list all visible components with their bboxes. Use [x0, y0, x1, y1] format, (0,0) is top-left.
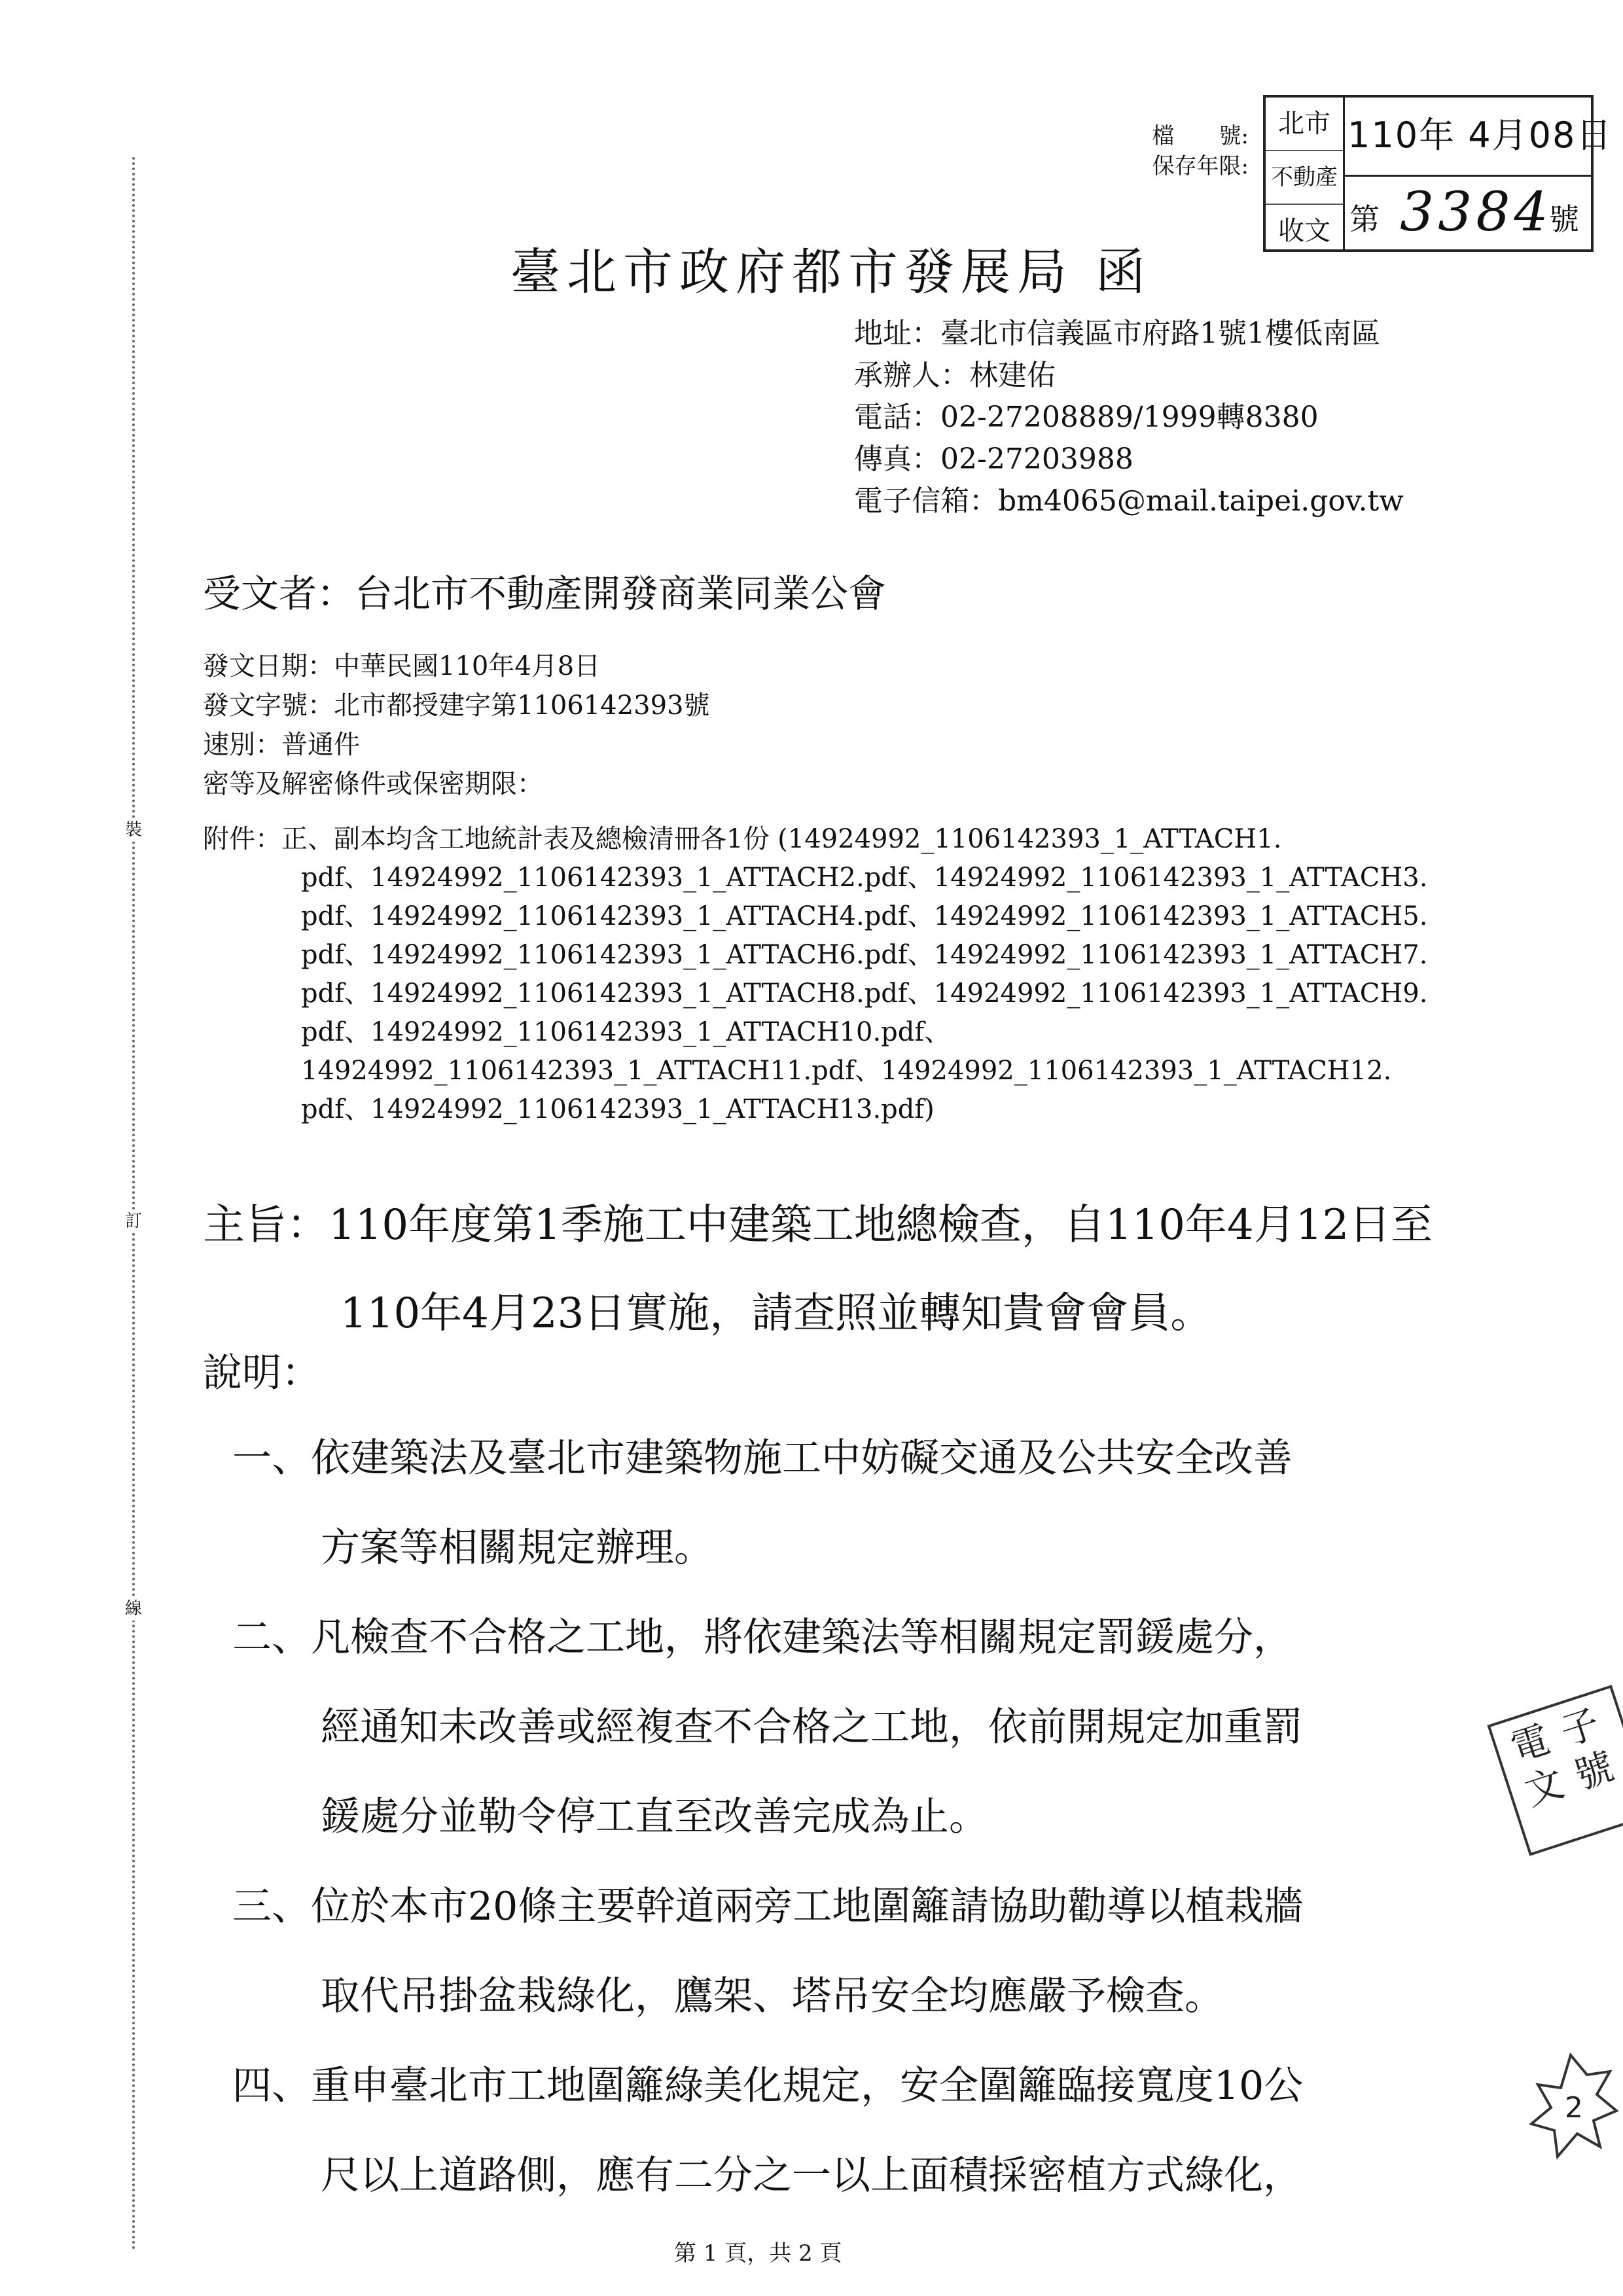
electronic-document-seal: [1487, 1685, 1623, 1856]
attachments-block: [203, 820, 1427, 1129]
recipient: 受文者：台北市不動產開發商業同業公會: [203, 571, 887, 616]
file-number-label: 檔 號:: [1152, 123, 1249, 149]
attachment-line: 附件：正、副本均含工地統計表及總檢清冊各1份 (14924992_1106142393_1_ATTACH1.: [203, 824, 1282, 854]
contact-phone: 電話：02-27208889/1999轉8380: [854, 401, 1319, 434]
seal-char: 文: [1519, 1760, 1570, 1814]
page-footer: 第 1 頁，共 2 頁: [674, 2240, 842, 2267]
explanation-item-3: 三、位於本市20條主要幹道兩旁工地圍籬請協助勸導以植栽牆: [232, 1884, 1304, 1929]
explanation-heading: 說明：: [203, 1350, 321, 1396]
explanation-item-3-cont: 取代吊掛盆栽綠化，鷹架、塔吊安全均應嚴予檢查。: [321, 1973, 1224, 2019]
explanation-item-2: 二、凡檢查不合格之工地，將依建築法等相關規定罰鍰處分，: [232, 1615, 1293, 1660]
binding-mark-top: 裝: [122, 818, 145, 842]
contact-address: 地址：臺北市信義區市府路1號1樓低南區: [854, 317, 1380, 350]
subject-block: [203, 1181, 1433, 1358]
receipt-stamp: [1263, 95, 1613, 252]
stamp-date: 110年 4月08日: [1347, 115, 1613, 156]
page-mark-number: 2: [1565, 2091, 1583, 2125]
attachment-line: 14924992_1106142393_1_ATTACH11.pdf、14924992_1106142393_1_ATTACH12.: [301, 1056, 1392, 1086]
explanation-item-1: 一、依建築法及臺北市建築物施工中妨礙交通及公共安全改善: [232, 1435, 1293, 1481]
explanation-item-2-cont: 鍰處分並勒令停工直至改善完成為止。: [321, 1794, 988, 1840]
issue-date: 發文日期：中華民國110年4月8日: [203, 651, 601, 681]
contact-block: [854, 313, 1404, 522]
attachment-line: pdf、14924992_1106142393_1_ATTACH13.pdf): [301, 1094, 935, 1124]
contact-email: 電子信箱：bm4065@mail.taipei.gov.tw: [854, 484, 1404, 518]
document-title: 臺北市政府都市發展局 函: [510, 243, 1152, 301]
contact-fax: 傳真：02-27203988: [854, 442, 1133, 476]
stamp-org-line1: 北市: [1266, 98, 1343, 151]
binding-mark-middle: 訂: [122, 1210, 145, 1233]
document-meta: [203, 647, 710, 804]
stamp-org-line2: 不動產: [1266, 151, 1343, 205]
binding-dotted-line: [132, 157, 135, 2251]
subject-line-1: 主旨：110年度第1季施工中建築工地總檢查，自110年4月12日至: [203, 1201, 1433, 1249]
contact-handler: 承辦人：林建佑: [854, 359, 1056, 392]
retention-period-label: 保存年限:: [1152, 153, 1249, 179]
stamp-di: 第: [1349, 202, 1380, 237]
attachment-line: pdf、14924992_1106142393_1_ATTACH4.pdf、14924992_1106142393_1_ATTACH5.: [301, 901, 1428, 931]
stamp-org-column: [1266, 98, 1345, 249]
subject-line-2: 110年4月23日實施，請查照並轉知貴會會員。: [340, 1289, 1213, 1338]
stamp-divider: [1343, 175, 1591, 177]
seal-char: 號: [1569, 1744, 1620, 1799]
explanation-item-2-cont: 經通知未改善或經複查不合格之工地，依前開規定加重罰: [321, 1704, 1302, 1750]
attachment-line: pdf、14924992_1106142393_1_ATTACH10.pdf、: [301, 1017, 951, 1047]
secrecy-level: 密等及解密條件或保密期限：: [203, 769, 543, 799]
attachment-line: pdf、14924992_1106142393_1_ATTACH2.pdf、14924992_1106142393_1_ATTACH3.: [301, 863, 1428, 893]
page-corner-mark-icon: [1525, 2049, 1623, 2166]
explanation-items: [232, 1414, 1303, 2221]
explanation-item-4-cont: 尺以上道路側，應有二分之一以上面積採密植方式綠化，: [321, 2153, 1302, 2198]
stamp-hao: 號: [1549, 202, 1579, 237]
binding-mark-bottom: 線: [122, 1597, 145, 1621]
delivery-speed: 速別：普通件: [203, 730, 360, 760]
explanation-item-4: 四、重申臺北市工地圍籬綠美化規定，安全圍籬臨接寬度10公: [232, 2063, 1304, 2109]
stamp-org-line3: 收文: [1278, 216, 1330, 246]
seal-char: 電: [1505, 1716, 1556, 1771]
attachment-line: pdf、14924992_1106142393_1_ATTACH8.pdf、14924992_1106142393_1_ATTACH9.: [301, 978, 1428, 1009]
explanation-item-1-cont: 方案等相關規定辦理。: [321, 1525, 713, 1571]
archive-labels: [1132, 121, 1249, 181]
stamp-number: 3384: [1400, 181, 1552, 243]
seal-char: 子: [1555, 1700, 1605, 1755]
document-number: 發文字號：北市都授建字第1106142393號: [203, 691, 710, 721]
attachment-line: pdf、14924992_1106142393_1_ATTACH6.pdf、14924992_1106142393_1_ATTACH7.: [301, 940, 1428, 970]
